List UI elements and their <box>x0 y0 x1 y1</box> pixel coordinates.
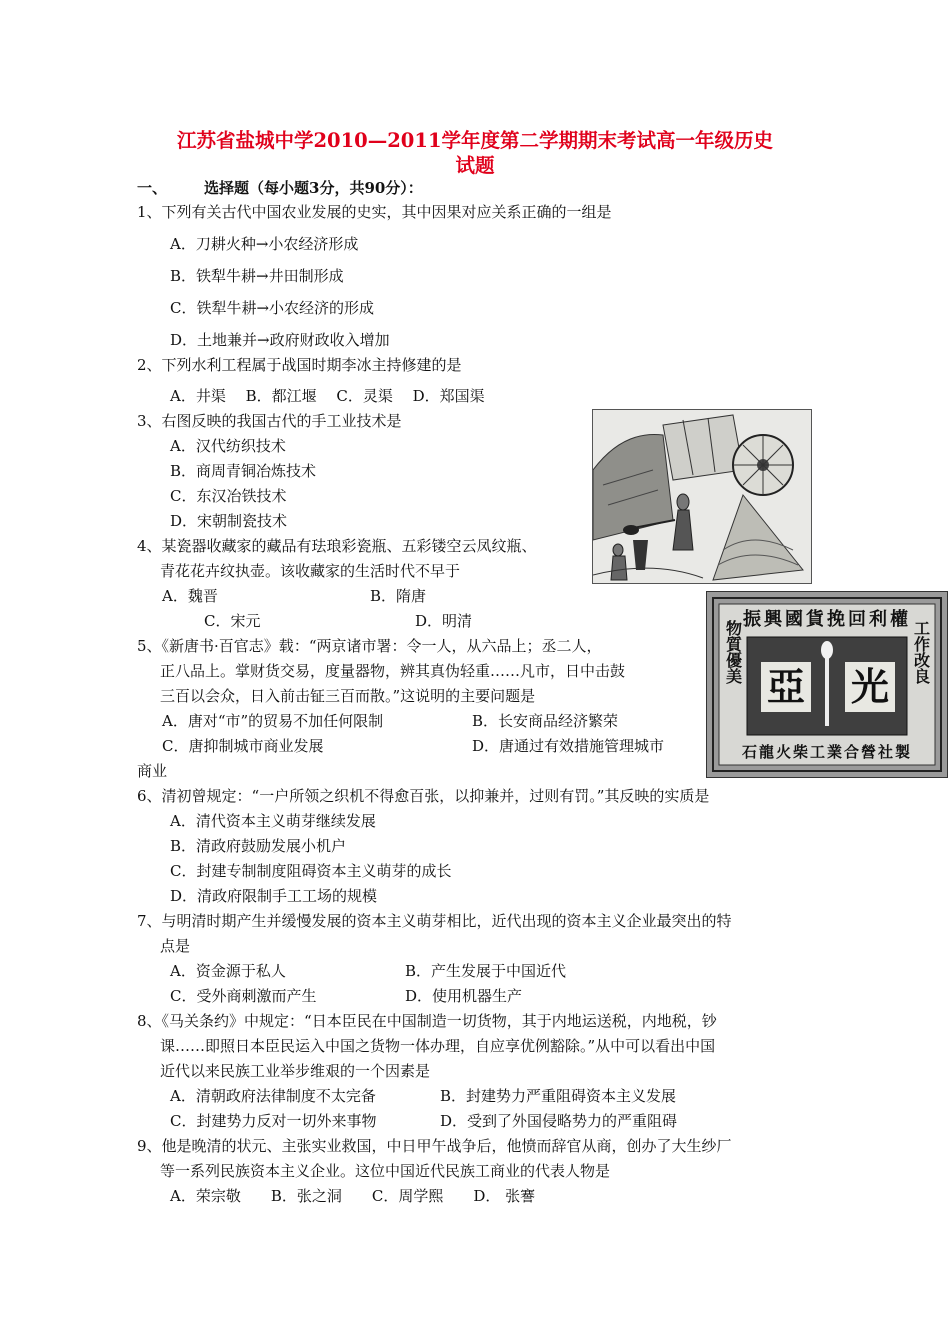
text-line: A．荣宗敬 B．张之洞 C．周学熙 D． 张謇 <box>170 1187 536 1205</box>
text-line: A．资金源于私人 <box>170 962 286 980</box>
text-line: C．封建专制制度阻碍资本主义萌芽的成长 <box>170 862 452 880</box>
exam-title-line1: 江苏省盐城中学2010—2011学年度第二学期期末考试高一年级历史 <box>176 129 774 152</box>
ironworks-drawing <box>593 410 811 583</box>
text-line: 9、他是晚清的状元、主张实业救国，中日甲午战争后，他愤而辞官从商，创办了大生纱厂 <box>137 1137 732 1155</box>
text-line: D．受到了外国侵略势力的严重阻碍 <box>440 1112 678 1130</box>
text-line: C．铁犁牛耕→小农经济的形成 <box>170 299 375 317</box>
text-line: 三百以会众，日入前击钲三百而散。”这说明的主要问题是 <box>160 687 536 705</box>
text-line: C．封建势力反对一切外来事物 <box>170 1112 377 1130</box>
matchbox-maker-line: 石龍火柴工業合營社製 <box>741 743 913 761</box>
text-line: C．受外商刺激而产生 <box>170 987 317 1005</box>
text-line: A．清代资本主义萌芽继续发展 <box>170 812 376 830</box>
text-line: 近代以来民族工业举步维艰的一个因素是 <box>160 1062 431 1080</box>
text-line: 等一系列民族资本主义企业。这位中国近代民族工商业的代表人物是 <box>160 1162 611 1180</box>
text-line: A．汉代纺织技术 <box>170 437 286 455</box>
text-line: C．宋元 <box>204 612 261 630</box>
text-line: D．宋朝制瓷技术 <box>170 512 288 530</box>
text-line: B．长安商品经济繁荣 <box>472 712 619 730</box>
text-line: 1、下列有关古代中国农业发展的史实，其中因果对应关系正确的一组是 <box>137 203 612 221</box>
text-line: D．土地兼并→政府财政收入增加 <box>170 331 390 349</box>
text-line: 商业 <box>137 762 168 780</box>
matchbox-brand-left: 亞 <box>766 664 806 709</box>
text-line: B．铁犁牛耕→井田制形成 <box>170 267 344 285</box>
text-line: 青花花卉纹执壶。该收藏家的生活时代不早于 <box>160 562 461 580</box>
text-line: B．隋唐 <box>370 587 427 605</box>
text-line: A．刀耕火种→小农经济形成 <box>170 235 359 253</box>
text-line: 3、右图反映的我国古代的手工业技术是 <box>137 412 402 430</box>
text-line: 正八品上。掌财货交易，度量器物，辨其真伪轻重……凡市，日中击鼓 <box>160 662 626 680</box>
text-line: 课……即照日本臣民运入中国之货物一体办理，自应享优例豁除。”从中可以看出中国 <box>160 1037 716 1055</box>
text-line: 6、清初曾规定：“一户所领之织机不得愈百张，以抑兼并，过则有罚。”其反映的实质是 <box>137 787 710 805</box>
text-line: A．井渠 B．都江堰 C．灵渠 D．郑国渠 <box>170 387 485 405</box>
ironworks-illustration <box>592 409 812 584</box>
matchbox-right-slogan: 工作改良 <box>911 620 931 684</box>
text-line: B．封建势力严重阻碍资本主义发展 <box>440 1087 677 1105</box>
text-line: 4、某瓷器收藏家的藏品有珐琅彩瓷瓶、五彩镂空云凤纹瓶、 <box>137 537 537 555</box>
text-line: B．产生发展于中国近代 <box>405 962 567 980</box>
text-line: 2、下列水利工程属于战国时期李冰主持修建的是 <box>137 356 462 374</box>
text-line: D．明清 <box>415 612 473 630</box>
section-number: 一、 <box>137 179 168 197</box>
text-line: D．唐通过有效措施管理城市 <box>472 737 665 755</box>
text-line: D．清政府限制手工工场的规模 <box>170 887 378 905</box>
matchbox-label-drawing <box>707 592 947 777</box>
text-line: 8、《马关条约》中规定：“日本臣民在中国制造一切货物，其于内地运送税，内地税，钞 <box>137 1012 717 1030</box>
matchbox-label-image <box>706 591 948 778</box>
text-line: A．魏晋 <box>162 587 218 605</box>
text-line: C．唐抑制城市商业发展 <box>162 737 324 755</box>
text-line: D．使用机器生产 <box>405 987 523 1005</box>
matchbox-left-slogan: 物質優美 <box>723 620 743 684</box>
exam-title-line2: 试题 <box>455 154 495 177</box>
text-line: B．清政府鼓励发展小机户 <box>170 837 347 855</box>
text-line: A．唐对“市”的贸易不加任何限制 <box>162 712 384 730</box>
section-heading: 选择题（每小题3分，共90分）： <box>204 179 423 197</box>
text-line: B．商周青铜冶炼技术 <box>170 462 317 480</box>
text-line: 点是 <box>160 937 191 955</box>
text-line: 5、《新唐书·百官志》载：“两京诸市署：令一人，从六品上；丞二人， <box>137 637 602 655</box>
text-line: A．清朝政府法律制度不太完备 <box>170 1087 376 1105</box>
text-line: 7、与明清时期产生并缓慢发展的资本主义萌芽相比，近代出现的资本主义企业最突出的特 <box>137 912 732 930</box>
text-line: C．东汉冶铁技术 <box>170 487 287 505</box>
matchbox-top-slogan: 振興國貨挽回利權 <box>743 609 911 630</box>
matchbox-brand-right: 光 <box>850 664 890 709</box>
